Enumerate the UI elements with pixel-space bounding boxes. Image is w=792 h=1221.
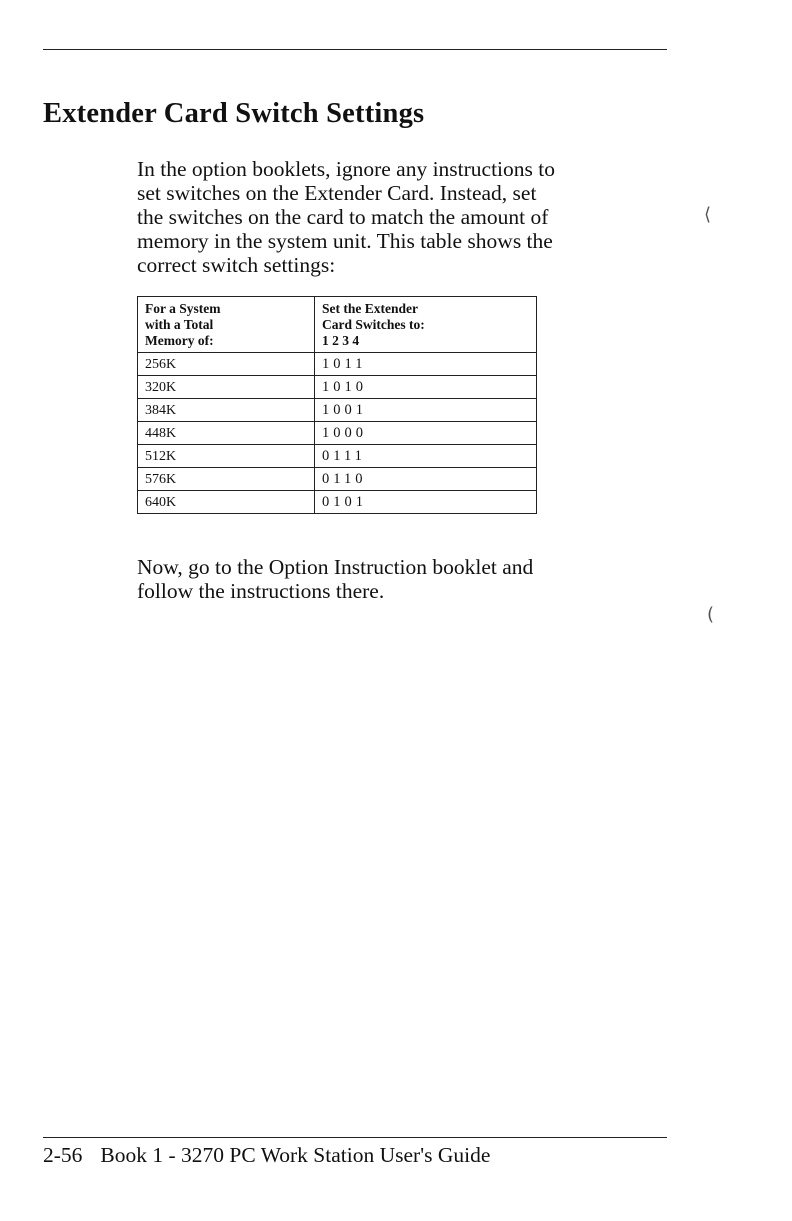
intro-line: set switches on the Extender Card. Instead, set — [137, 181, 537, 205]
switch-cell: 0101 — [315, 491, 537, 514]
closing-line: Now, go to the Option Instruction booklet and — [137, 555, 534, 579]
memory-cell: 256K — [138, 353, 315, 376]
table-row — [138, 491, 537, 514]
header-switches-line: 1 2 3 4 — [322, 333, 360, 348]
header-memory-line: For a System — [145, 301, 221, 316]
header-memory — [138, 297, 315, 353]
memory-cell: 640K — [138, 491, 315, 514]
table-row — [138, 376, 537, 399]
switch-cell: 0111 — [315, 445, 537, 468]
table-header-row — [138, 297, 537, 353]
top-rule — [43, 49, 667, 50]
intro-line: the switches on the card to match the amount of — [137, 205, 549, 229]
page-number: 2-56 — [43, 1143, 83, 1167]
table-row — [138, 445, 537, 468]
switch-cell: 1001 — [315, 399, 537, 422]
header-memory-line: Memory of: — [145, 333, 214, 348]
closing-line: follow the instructions there. — [137, 579, 385, 603]
book-title: Book 1 - 3270 PC Work Station User's Guide — [100, 1143, 491, 1167]
switch-cell: 0110 — [315, 468, 537, 491]
switch-cell: 1010 — [315, 376, 537, 399]
table-row — [138, 468, 537, 491]
switch-cell: 1000 — [315, 422, 537, 445]
scan-mark: ⟨ — [704, 204, 712, 225]
memory-cell: 320K — [138, 376, 315, 399]
memory-cell: 384K — [138, 399, 315, 422]
switch-cell: 1011 — [315, 353, 537, 376]
scan-mark: ( — [707, 604, 715, 625]
table-row — [138, 422, 537, 445]
header-switches — [315, 297, 537, 353]
header-memory-line: with a Total — [145, 317, 214, 332]
switch-settings-table — [137, 296, 537, 514]
intro-paragraph — [137, 157, 555, 277]
header-switches-line: Card Switches to: — [322, 317, 425, 332]
bottom-rule — [43, 1137, 667, 1138]
header-switches-line: Set the Extender — [322, 301, 418, 316]
page-footer — [43, 1143, 490, 1168]
intro-line: In the option booklets, ignore any instructions to — [137, 157, 556, 181]
section-heading: Extender Card Switch Settings — [43, 98, 425, 129]
memory-cell: 512K — [138, 445, 315, 468]
closing-paragraph — [137, 555, 533, 603]
table-row — [138, 399, 537, 422]
intro-line: correct switch settings: — [137, 253, 336, 277]
table-row — [138, 353, 537, 376]
memory-cell: 448K — [138, 422, 315, 445]
memory-cell: 576K — [138, 468, 315, 491]
intro-line: memory in the system unit. This table shows the — [137, 229, 553, 253]
